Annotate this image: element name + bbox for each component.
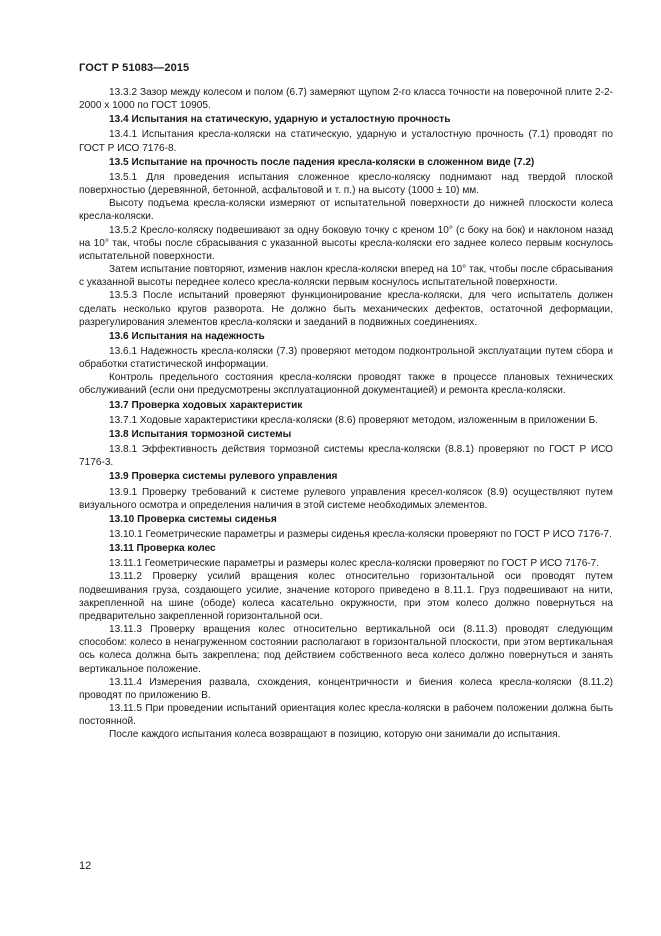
paragraph: 13.11.2 Проверку усилий вращения колес относительно горизонтальной оси проводят путем подвешивания груза, создающего усилие, значение которого приведено в 8.11.1. Груз подвешивают на нити, закрепленной на шине (ободе) колеса касательно окружности, при этом колесо должно повернуться на предварительно закрепленной горизонтальной оси.	[79, 571, 613, 622]
paragraph: 13.5.3 После испытаний проверяют функционирование кресла-коляски, для чего испытатель должен сделать несколько кругов разворота. Не должно быть механических дефектов, остаточной деформации, разрегулирования элементов кресла-коляски и заеданий в подвижных соединениях.	[79, 290, 613, 328]
page-number: 12	[79, 860, 92, 872]
paragraph: 13.3.2 Зазор между колесом и полом (6.7) замеряют щупом 2-го класса точности на поверочной плите 2-2-2000 х 1000 по ГОСТ 10905.	[79, 87, 613, 112]
paragraph: Затем испытание повторяют, изменив наклон кресла-коляски вперед на 10° так, чтобы после сбрасывания с указанной высоты переднее колесо кресла-коляски первым коснулось испытательной поверхности.	[79, 264, 613, 289]
section-heading: 13.7 Проверка ходовых характеристик	[109, 399, 303, 411]
paragraph: Высоту подъема кресла-коляски измеряют от испытательной поверхности до нижней плоскости колеса кресла-коляски.	[79, 198, 613, 223]
paragraph: 13.10.1 Геометрические параметры и размеры сиденья кресла-коляски проверяют по ГОСТ Р ИСО 7176-7.	[109, 529, 612, 540]
section-heading: 13.6 Испытания на надежность	[109, 330, 265, 342]
document-body	[79, 86, 613, 742]
document-code: ГОСТ Р 51083—2015	[79, 62, 190, 74]
paragraph: 13.5.2 Кресло-коляску подвешивают за одну боковую точку с креном 10° (с боку на бок) и наклоном назад на 10° так, чтобы после сбрасывания с указанной высоты кресла-коляски его заднее колесо первым коснулось испытательной поверхности.	[79, 224, 613, 262]
section-heading: 13.8 Испытания тормозной системы	[109, 428, 292, 440]
paragraph: 13.11.1 Геометрические параметры и размеры колес кресла-коляски проверяют по ГОСТ Р ИСО 7176-7.	[109, 558, 600, 570]
paragraph: 13.11.4 Измерения развала, схождения, концентричности и биения колеса кресла-коляски (8.11.2) проводят по приложению В.	[79, 676, 613, 701]
paragraph: 13.8.1 Эффективность действия тормозной системы кресла-коляски (8.8.1) проверяют по ГОСТ Р ИСО 7176-3.	[79, 444, 613, 469]
paragraph: Контроль предельного состояния кресла-коляски проводят также в процессе плановых технических обслуживаний (если они предусмотрены эксплуатационной документацией) и ремонта кресла-коляски.	[79, 372, 613, 397]
section-heading: 13.4 Испытания на статическую, ударную и усталостную прочность	[109, 114, 451, 126]
section-heading: 13.10 Проверка системы сиденья	[109, 513, 277, 525]
paragraph: 13.11.5 При проведении испытаний ориентация колес кресла-коляски в рабочем положении должна быть постоянной.	[79, 703, 613, 728]
paragraph: 13.11.3 Проверку вращения колес относительно вертикальной оси (8.11.3) проводят следующим способом: колесо в ненагруженном состоянии располагают в горизонтальной плоскости, при этом вертикальная ось колеса должна быть закреплена; под действием собственного веса колесо должно повернуться и занять вертикальное положение.	[79, 624, 613, 675]
paragraph: 13.9.1 Проверку требований к системе рулевого управления кресел-колясок (8.9) осуществляют путем визуального осмотра и определения наличия в этой системе необходимых элементов.	[79, 486, 613, 511]
paragraph: 13.5.1 Для проведения испытания сложенное кресло-коляску поднимают над твердой плоской поверхностью (деревянной, бетонной, асфальтовой и т. п.) на высоту (1000 ± 10) мм.	[79, 171, 613, 197]
paragraph: 13.4.1 Испытания кресла-коляски на статическую, ударную и усталостную прочность (7.1) проводят по ГОСТ Р ИСО 7176-8.	[79, 129, 613, 154]
section-heading: 13.5 Испытание на прочность после падения кресла-коляски в сложенном виде (7.2)	[109, 156, 535, 168]
paragraph: 13.7.1 Ходовые характеристики кресла-коляски (8.6) проверяют методом, изложенным в приложении Б.	[109, 414, 599, 426]
paragraph: 13.6.1 Надежность кресла-коляски (7.3) проверяют методом подконтрольной эксплуатации путем сбора и обработки статистической информации.	[79, 345, 613, 371]
section-heading: 13.11 Проверка колес	[109, 543, 216, 555]
section-heading: 13.9 Проверка системы рулевого управления	[109, 471, 338, 483]
paragraph: После каждого испытания колеса возвращают в позицию, которую они занимали до испытания.	[109, 729, 561, 741]
